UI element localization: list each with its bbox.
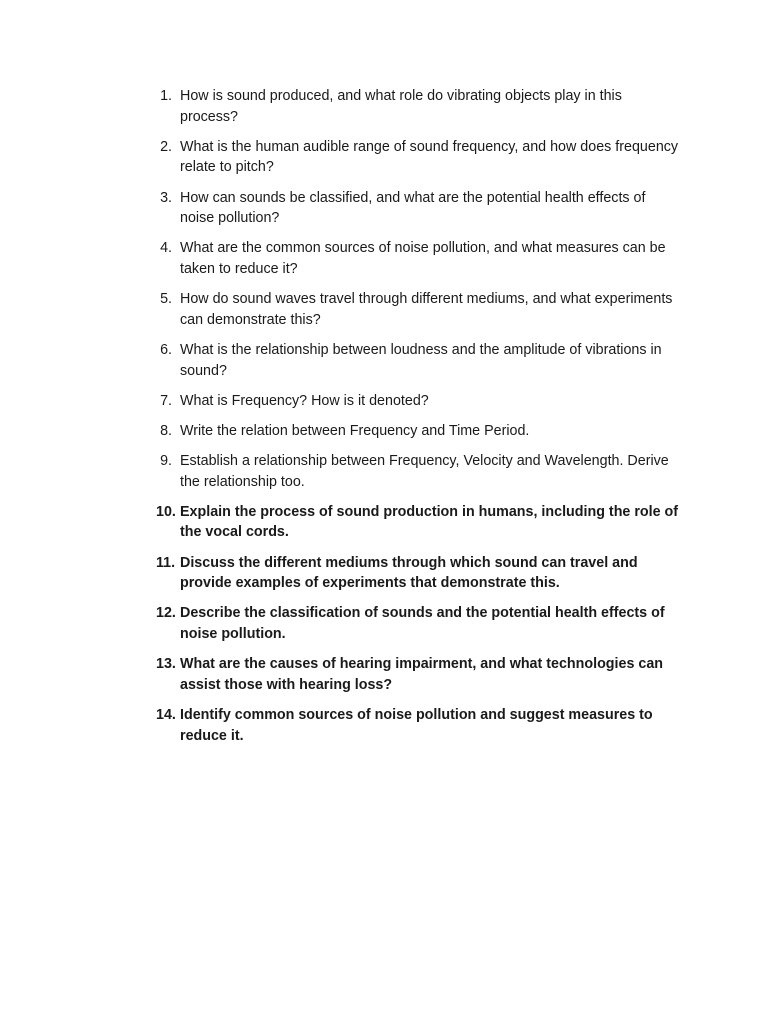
question-number: 12.	[156, 605, 176, 622]
question-number: 10.	[156, 503, 176, 520]
question-text: What is the relationship between loudness and the amplitude of vibrations in sound?	[180, 341, 662, 379]
question-number: 5.	[160, 291, 172, 308]
question-item	[150, 391, 680, 412]
question-text: How do sound waves travel through different mediums, and what experiments can demonstrate this?	[180, 291, 673, 328]
question-text: How is sound produced, and what role do vibrating objects play in this process?	[180, 88, 622, 125]
question-item	[150, 502, 680, 543]
question-text: Identify common sources of noise pollution and suggest measures to reduce it.	[180, 706, 653, 744]
question-item	[150, 238, 680, 279]
question-item	[150, 188, 680, 229]
question-number: 9.	[160, 453, 172, 470]
question-item	[150, 86, 680, 127]
question-text: What are the common sources of noise pollution, and what measures can be taken to reduce it?	[180, 240, 666, 277]
question-item	[150, 654, 680, 695]
question-number: 1.	[160, 88, 172, 104]
question-number: 2.	[160, 138, 172, 155]
question-text: Discuss the different mediums through which sound can travel and provide examples of experiments that demonstrate this.	[180, 554, 638, 592]
question-text: How can sounds be classified, and what are the potential health effects of noise pollution?	[180, 189, 646, 227]
question-number: 3.	[160, 189, 172, 206]
question-text: What is Frequency? How is it denoted?	[180, 392, 429, 409]
question-item	[150, 705, 680, 746]
question-item	[150, 421, 680, 442]
question-item	[150, 603, 680, 644]
question-text: What is the human audible range of sound frequency, and how does frequency relate to pitch?	[180, 138, 679, 176]
question-number: 11.	[156, 554, 176, 571]
question-text: Describe the classification of sounds and the potential health effects of noise pollution.	[180, 605, 665, 642]
question-item	[150, 289, 680, 330]
question-number: 8.	[160, 422, 172, 439]
question-text: Write the relation between Frequency and Time Period.	[180, 422, 530, 439]
question-item	[150, 451, 680, 492]
question-text: Explain the process of sound production in humans, including the role of the vocal cords.	[180, 503, 679, 541]
question-text: What are the causes of hearing impairment, and what technologies can assist those with hearing loss?	[180, 656, 664, 693]
question-item	[150, 137, 680, 178]
question-item	[150, 553, 680, 594]
question-item	[150, 340, 680, 381]
question-text: Establish a relationship between Frequency, Velocity and Wavelength. Derive the relationship too.	[180, 453, 669, 490]
question-number: 4.	[160, 240, 172, 257]
question-number: 13.	[156, 656, 176, 673]
question-list	[150, 86, 680, 756]
question-number: 7.	[160, 392, 172, 409]
question-number: 6.	[160, 341, 172, 358]
question-number: 14.	[156, 706, 176, 723]
